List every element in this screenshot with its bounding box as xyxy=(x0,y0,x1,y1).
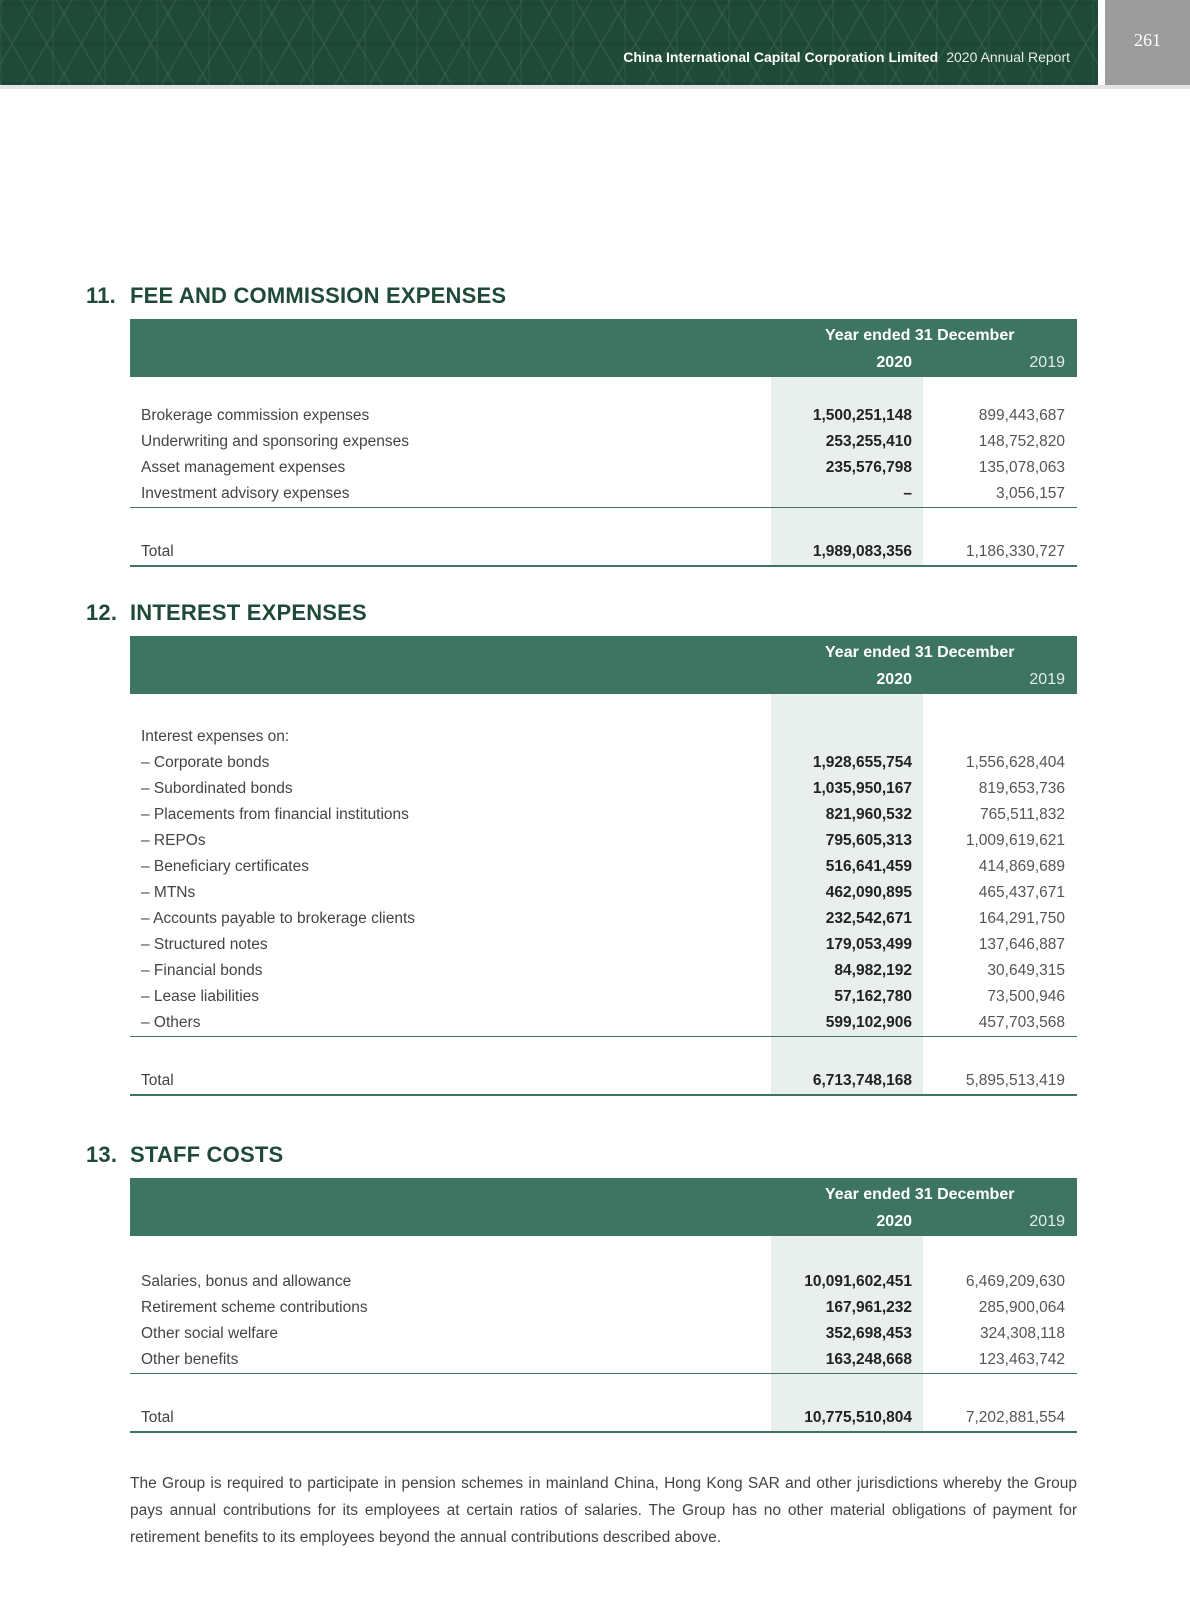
table-row: Other benefits 163,248,668 123,463,742 xyxy=(141,1351,1065,1368)
section-title-interest-expenses: 12. INTEREST EXPENSES xyxy=(86,600,367,625)
section-title-fee-commission: 11. FEE AND COMMISSION EXPENSES xyxy=(86,283,507,308)
total-divider xyxy=(130,565,1077,567)
table-row: – Structured notes 179,053,499 137,646,887 xyxy=(141,936,1065,953)
column-2019: 2019 xyxy=(1029,671,1065,688)
column-2019: 2019 xyxy=(1029,1213,1065,1230)
table-staff-costs xyxy=(130,1178,1077,1433)
table-fee-commission xyxy=(130,319,1077,567)
column-2020: 2020 xyxy=(876,1213,912,1230)
column-2020: 2020 xyxy=(876,354,912,371)
header-banner xyxy=(0,0,1098,85)
table-row-intro: Interest expenses on: xyxy=(141,728,290,745)
table-header xyxy=(130,636,1077,694)
period-label: Year ended 31 December xyxy=(825,644,1015,661)
column-2020: 2020 xyxy=(876,671,912,688)
table-row: – Accounts payable to brokerage clients 232,542,671 164,291,750 xyxy=(141,910,1065,927)
table-row: – Placements from financial institutions 821,960,532 765,511,832 xyxy=(141,806,1065,823)
column-2019: 2019 xyxy=(1029,354,1065,371)
total-row: Total 1,989,083,356 1,186,330,727 xyxy=(141,543,1065,560)
report-name: 2020 Annual Report xyxy=(946,49,1070,65)
table-header xyxy=(130,319,1077,377)
table-row: Underwriting and sponsoring expenses 253,255,410 148,752,820 xyxy=(141,433,1065,450)
header-title xyxy=(623,49,1070,65)
header-divider xyxy=(0,85,1190,89)
table-row: Investment advisory expenses – 3,056,157 xyxy=(141,485,1065,502)
table-row: Retirement scheme contributions 167,961,232 285,900,064 xyxy=(141,1299,1065,1316)
total-divider xyxy=(130,1431,1077,1433)
table-row: – Corporate bonds 1,928,655,754 1,556,628,404 xyxy=(141,754,1065,771)
company-name: China International Capital Corporation Limited xyxy=(623,49,939,65)
pension-note: The Group is required to participate in pension schemes in mainland China, Hong Kong SAR and other jurisdictions whereby the Group pays annual contributions for its employees at certain ratios of salaries. The Group has no other material obligations of payment for retirement benefits to its employees beyond the annual contributions described above. xyxy=(130,1475,1077,1546)
total-divider xyxy=(130,1094,1077,1096)
table-row: – MTNs 462,090,895 465,437,671 xyxy=(141,884,1065,901)
period-label: Year ended 31 December xyxy=(825,1186,1015,1203)
table-row: – Lease liabilities 57,162,780 73,500,946 xyxy=(141,988,1065,1005)
period-label: Year ended 31 December xyxy=(825,327,1015,344)
table-row: Brokerage commission expenses 1,500,251,148 899,443,687 xyxy=(141,407,1065,424)
table-row: Asset management expenses 235,576,798 135,078,063 xyxy=(141,459,1065,476)
table-interest-expenses xyxy=(130,636,1077,1096)
table-header xyxy=(130,1178,1077,1236)
total-row: Total 10,775,510,804 7,202,881,554 xyxy=(141,1409,1065,1426)
table-row: – Subordinated bonds 1,035,950,167 819,653,736 xyxy=(141,780,1065,797)
section-title-staff-costs: 13. STAFF COSTS xyxy=(86,1142,284,1167)
table-row: – Financial bonds 84,982,192 30,649,315 xyxy=(141,962,1065,979)
table-row: Salaries, bonus and allowance 10,091,602,451 6,469,209,630 xyxy=(141,1273,1065,1290)
page-number: 261 xyxy=(1105,0,1190,85)
table-row: Other social welfare 352,698,453 324,308,118 xyxy=(141,1325,1065,1342)
table-row: – REPOs 795,605,313 1,009,619,621 xyxy=(141,832,1065,849)
table-row: – Beneficiary certificates 516,641,459 414,869,689 xyxy=(141,858,1065,875)
table-row: – Others 599,102,906 457,703,568 xyxy=(141,1014,1065,1031)
total-row: Total 6,713,748,168 5,895,513,419 xyxy=(141,1072,1065,1089)
